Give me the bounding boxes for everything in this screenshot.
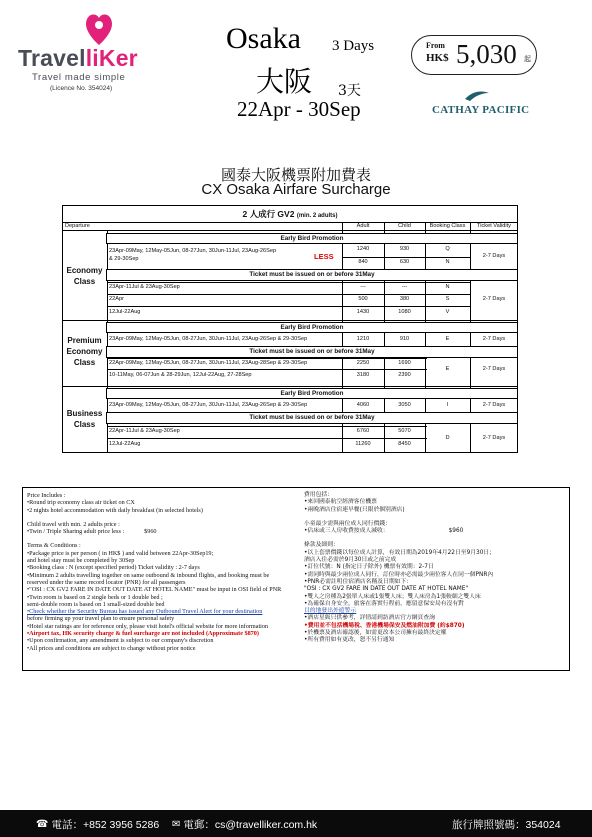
cell-child: 910 — [399, 336, 410, 342]
table-border-top — [62, 205, 518, 206]
duration-en: 3 Days — [332, 38, 375, 54]
list-item: •佔床或三人房收費按成人減收： $960 — [304, 528, 464, 535]
cell-child: 1690 — [398, 360, 411, 366]
list-item: •為確保自身安全，旅客在落實行程前，應留意保安局有沒有對 — [304, 600, 464, 607]
cell-child: 380 — [399, 296, 410, 302]
row-date: 12Jul-22Aug — [109, 441, 141, 447]
terms-zh — [304, 492, 566, 645]
cell-adult: 1210 — [356, 336, 370, 342]
table-rule — [107, 282, 471, 283]
terms-box — [22, 487, 570, 671]
section-heading: Price Includes : — [27, 492, 66, 499]
list-item: •"OSI : CX GV2 FARE IN DATE OUT DATE AT HOTEL NAME" must be input in OSI field of PNR — [27, 586, 282, 594]
duration-zh: 3天 — [338, 83, 361, 99]
table-border-bottom — [62, 452, 518, 453]
cell-validity: 2-7 Days — [482, 336, 506, 342]
cell-booking: E — [445, 336, 450, 342]
cell-adult: 3180 — [356, 372, 370, 378]
cell-child: 3050 — [398, 402, 411, 408]
price-amount: 5,030 — [456, 39, 517, 69]
list-item: and hotel stay must be completed by 30Sep — [27, 557, 135, 565]
table-rule — [107, 358, 427, 359]
footer-phone[interactable] — [36, 817, 159, 832]
list-item: •2 nights hotel accommodation with daily breakfast (in selected hotels) — [27, 506, 203, 514]
cell-booking: I — [446, 402, 449, 408]
cell-validity: 2-7 Days — [482, 253, 506, 259]
list-item: 酒店入住必需於9月30日或之前完成 — [304, 557, 397, 564]
cell-child: 630 — [399, 259, 410, 265]
promo-date-premium: 23Apr-09May, 12May-05Jun, 08-27Jun, 30Jun-11Jul, 23Aug-26Sep & 29-30Sep — [109, 336, 308, 342]
row-date: 23Apr-11Jul & 23Aug-30Sep — [109, 284, 180, 290]
doc-title-zh: 國泰大阪機票附加費表 — [220, 166, 371, 184]
cell-booking: N — [445, 284, 450, 290]
promo-date-economy: 23Apr-09May, 12May-05Jun, 08-27Jun, 30Jun-11Jul, 23Aug-26Sep — [109, 248, 277, 254]
list-item: •Minimum 2 adults travelling together on same outbound & inbound flights, and booking must be — [27, 571, 270, 579]
email-icon: ✉ — [172, 819, 181, 830]
list-item: •雙人之房種為2張單人床或1張雙人床；雙人床房為1張較細之雙人床 — [304, 593, 481, 600]
travel-alert-link-zh[interactable]: 目的地發出外遊警示 — [304, 608, 357, 615]
email-text: 電郵：cs@travelliker.com.hk — [183, 819, 318, 831]
cell-adult: 6760 — [356, 428, 370, 434]
cell-adult: 11260 — [355, 441, 371, 447]
cell-booking: Q — [445, 246, 450, 252]
list-item: "OSI : CX GV2 FARE IN DATE OUT DATE AT HOTEL NAME" — [304, 586, 469, 593]
cell-adult: 4060 — [356, 402, 370, 408]
list-item: •Hotel star ratings are for reference only, please visit hotel's official website for more information — [27, 622, 269, 630]
airline-brushwing-icon — [464, 90, 490, 102]
class-label-premium: Premium Economy Class — [66, 336, 103, 367]
table-rule — [62, 230, 518, 231]
list-item: before firming up your travel plan to ensure personal safety — [27, 615, 175, 623]
airline-logo — [432, 90, 530, 120]
cell-adult: 500 — [358, 296, 368, 302]
list-item: •Round trip economy class air ticket on CX — [27, 499, 135, 507]
issue-deadline-banner: Ticket must be issued on or before 31May — [106, 346, 518, 358]
footer-bar — [0, 810, 592, 837]
cell-adult: 2250 — [356, 360, 370, 366]
brand-name: TravelliKer — [18, 45, 138, 71]
cell-adult: 840 — [358, 259, 368, 265]
cell-booking: D — [445, 435, 450, 441]
cell-booking: S — [445, 296, 450, 302]
list-item: •所有費用如有更改，恕不另行通知 — [304, 637, 395, 644]
cell-booking: N — [445, 259, 450, 265]
cell-validity: 2-7 Days — [482, 435, 506, 441]
row-date: 22Apr-11Jul & 23Aug-30Sep — [109, 428, 180, 434]
table-rule — [107, 294, 471, 295]
list-item: •訂位代號：N (指定日子除外) 機票有效期：2-7日 — [304, 564, 434, 571]
section-heading: 條款及細則： — [304, 542, 339, 549]
list-item: reserved under the same record locator (PNR) for all passengers — [27, 578, 186, 586]
header-booking-class: Booking Class — [429, 223, 466, 229]
cell-validity: 2-7 Days — [482, 402, 506, 408]
brand-tagline: Travel made simple — [32, 72, 126, 83]
list-item: •以上套票價錢以每位成人計算，有效日期為2019年4月22日至9月30日； — [304, 549, 496, 556]
list-item: •於機票及酒店確認後，如需更改本公司擁有最終決定權 — [304, 630, 447, 637]
header-ticket-validity: Ticket Validity — [477, 223, 511, 229]
surcharge-warning: •Airport tax, HK security charge & fuel surcharge are not included (Approximate $870) — [27, 630, 259, 638]
terms-en — [27, 492, 297, 652]
list-item: •Booking class : N (except specified period) Ticket validity : 2-7 days — [27, 564, 200, 572]
travel-dates: 22Apr - 30Sep — [237, 97, 361, 121]
price-suffix: 起 — [524, 56, 531, 63]
class-label-economy: Economy Class — [66, 266, 103, 286]
early-bird-banner: Early Bird Promotion — [106, 233, 518, 244]
list-item: •PNR必需註明住宿酒店名稱及日期如下： — [304, 578, 413, 585]
promo-date-economy-2: & 29-30Sep — [109, 256, 139, 262]
cell-validity: 2-7 Days — [482, 366, 506, 372]
brand-licence: (Licence No. 354024) — [50, 85, 113, 92]
table-rule — [107, 426, 427, 427]
phone-text: 電話：+852 3956 5286 — [51, 819, 160, 831]
cell-child: 1080 — [398, 309, 411, 315]
list-item: •All prices and conditions are subject to change without prior notice — [27, 644, 196, 652]
price-badge — [411, 35, 537, 75]
row-date: 22Apr — [109, 296, 124, 302]
cell-adult: 1240 — [356, 246, 370, 252]
heart-pin-icon — [84, 12, 114, 46]
surcharge-table — [62, 205, 518, 453]
table-rule — [62, 320, 518, 321]
table-rule — [342, 257, 470, 258]
section-heading: Terms & Conditions : — [27, 542, 81, 550]
surcharge-warning-zh: •費用並不包括機場稅、香港機場保安及燃油附加費 (約$870) — [304, 622, 465, 629]
cell-child: --- — [401, 284, 408, 290]
cell-adult: 1430 — [356, 309, 370, 315]
issue-deadline-banner: Ticket must be issued on or before 31May — [106, 412, 518, 424]
table-rule — [107, 369, 427, 370]
list-item: •Upon confirmation, any amendment is subject to our company's discretion — [27, 637, 214, 645]
list-item: •Twin / Triple Sharing adult price less : $960 — [27, 528, 157, 536]
header-adult: Adult — [356, 223, 370, 229]
cell-adult: --- — [360, 284, 366, 290]
list-item: •來回國泰航空經濟客位機票 — [304, 499, 377, 506]
row-date: 12Jul-22Aug — [109, 309, 141, 315]
cell-validity: 2-7 Days — [482, 296, 506, 302]
list-item: semi-double room is based on 1 small-sized double bed — [27, 600, 165, 608]
cell-child: 2390 — [398, 372, 411, 378]
section-heading: 費用包括： — [304, 492, 333, 498]
price-from-label: From — [426, 41, 445, 50]
section-heading: 小童最少需與兩位成人同行價錢： — [304, 520, 391, 527]
table-rule — [107, 438, 427, 439]
less-label: LESS — [314, 252, 334, 261]
footer-email[interactable] — [172, 817, 317, 832]
list-item: •Twin room is based on 2 single beds or 1 double bed ; — [27, 593, 163, 601]
row-date: 22Apr-09May, 12May-05Jun, 08-27Jun, 30Jun-11Jul, 23Aug-28Sep & 29-30Sep — [109, 360, 308, 366]
table-rule — [107, 306, 471, 307]
section-heading: Child travel with min. 2 adults price : — [27, 520, 120, 528]
airline-name: CATHAY PACIFIC — [432, 104, 530, 116]
header-child: Child — [398, 223, 411, 229]
phone-icon: ☎ — [36, 819, 49, 830]
header-departure: Departure — [65, 223, 90, 229]
licence-text: 旅行牌照號碼：354024 — [452, 819, 561, 831]
list-item: •需同時與最少兩位成人同行，訂位時亦必需最少兩位客人在同一個PNR內 — [304, 571, 494, 578]
promo-date-business: 23Apr-09May, 12May-05Jun, 08-27Jun, 30Jun-11Jul, 23Aug-26Sep & 29-30Sep — [109, 402, 308, 408]
table-rule — [62, 386, 518, 387]
destination-zh: 大阪 — [256, 65, 313, 98]
cell-booking: E — [445, 366, 450, 372]
price-currency: HK$ — [426, 52, 449, 64]
class-label-business: Business Class — [66, 409, 103, 429]
issue-deadline-banner: Ticket must be issued on or before 31May — [106, 269, 518, 281]
cell-booking: V — [445, 309, 450, 315]
cell-child: 5070 — [398, 428, 411, 434]
row-date: 10-11May, 06-07Jun & 28-29Jun, 12Jul-22Aug, 27-28Sep — [109, 372, 252, 378]
doc-title-en: CX Osaka Airfare Surcharge — [201, 181, 391, 198]
list-item: •Package price is per person ( in HK$ ) and valid between 22Apr-30Sep19; — [27, 549, 214, 557]
outbound-travel-alert-link[interactable]: •Check whether the Security Bureau has issued any Outbound Travel Alert for your destination — [27, 608, 263, 616]
list-item: •酒店星級只供參考，詳情請到訪酒店官方網頁查詢 — [304, 615, 435, 622]
table-group-title: 2 人成行 GV2 (min. 2 adults) — [242, 209, 338, 219]
list-item: •兩晚酒店住宿連早餐(只限於個別酒店) — [304, 506, 405, 513]
cell-child: 8450 — [398, 441, 411, 447]
cell-child: 930 — [399, 246, 410, 252]
early-bird-banner: Early Bird Promotion — [106, 388, 518, 399]
early-bird-banner: Early Bird Promotion — [106, 322, 518, 333]
destination-en: Osaka — [226, 22, 301, 55]
footer-licence — [452, 817, 561, 832]
